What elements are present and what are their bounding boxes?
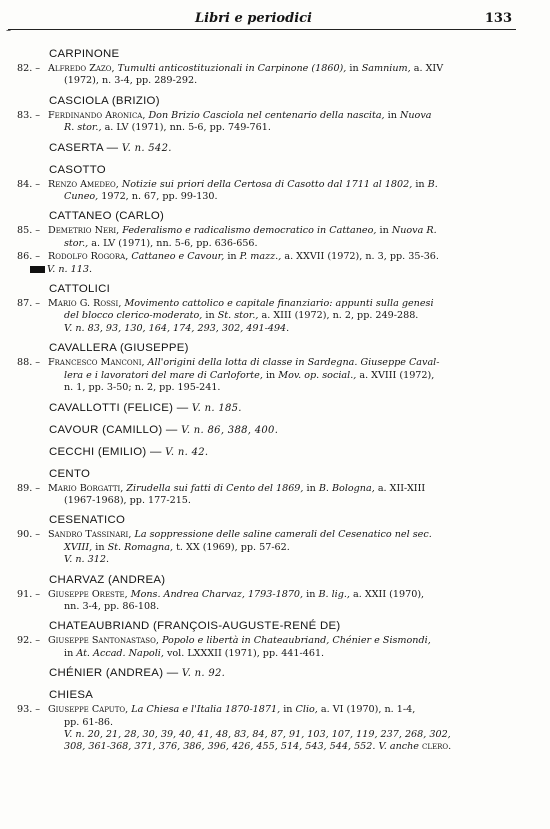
entry-93: 93. – Giuseppe Caputo, La Chiesa e l'Italia 1870-1871, in Clio, a. VI (1970), n. 1-4, pp. 61-86. V. n. 20, 21, 28, 30, 39, 40, 41, 48, 83, 84, 87, 91, 103, 107, 119, 237, 268, 302, 308, 361-368, 371, 376, 386, 396, 426, 455, 514, 543, 544, 552. V. anche clero.: [0, 704, 550, 754]
entry-author: Francesco Manconi,: [48, 357, 145, 369]
entry-author: Giuseppe Santonastaso,: [48, 635, 159, 647]
entry-journal: P. mazz.,: [239, 251, 282, 263]
entry-85: 85. – Demetrio Neri, Federalismo e radicalismo democratico in Cattaneo, in Nuova R. stor., a. LV (1971), nn. 5-6, pp. 636-656.: [17, 225, 437, 249]
entry-title: Tumulti anticostituzionali in Carpinone (1860),: [117, 63, 347, 74]
entry-number: 86. –: [17, 251, 41, 263]
entry-89: 89. – Mario Borgatti, Zirudella sui fatti di Cento del 1869, in B. Bologna, a. XII-XIII (1967-1968), pp. 177-215.: [0, 483, 550, 508]
entry-title: Mons. Andrea Charvaz, 1793-1870,: [130, 588, 304, 600]
entry-journal-cont: Cuneo,: [64, 191, 99, 203]
cross-reference: V. n. 185.: [191, 402, 242, 414]
entry-88: 88. – Francesco Manconi, All'origini della lotta di classe in Sardegna. Giuseppe Caval- lera e i lavoratori del mare di Carloforte, in Mov. op. social., a. XVIII (1972), n. 1, pp. 3-50; n. 2, pp. 195-241.: [0, 357, 550, 394]
heading-caserta: CASERTA — V. n. 542.: [49, 141, 172, 154]
entry-details: t. XX (1969), pp. 57-62.: [176, 541, 290, 553]
cross-reference: V. n. 92.: [181, 668, 226, 680]
entry-journal: St. Romagna,: [107, 541, 173, 553]
entry-author: Sandro Tassinari,: [48, 529, 132, 541]
cross-reference: V. n. 113.: [47, 263, 92, 275]
entry-journal: St. stor.,: [217, 310, 259, 322]
heading-carpinone: CARPINONE: [49, 48, 120, 60]
entry-title-cont: XVIII,: [64, 541, 93, 553]
entry-author: Alfredo Zazo,: [48, 63, 115, 74]
entry-title-cont: del blocco clerico-moderato,: [64, 310, 203, 322]
entry-87: 87. – Mario G. Rossi, Movimento cattolico e capitale finanziario: appunti sulla genesi del blocco clerico-moderato, in St. stor., a. XIII (1972), n. 2, pp. 249-288. V. n. 83, 93, 130, 164, 174, 293, 302, 491-494.: [0, 298, 550, 335]
entry-82: 82. – Alfredo Zazo, Tumulti anticostituzionali in Carpinone (1860), in Samnium, a. XIV (1972), n. 3-4, pp. 289-292.: [0, 63, 550, 88]
heading-casotto: CASOTTO: [49, 163, 106, 176]
cross-reference: V. n. 42.: [165, 446, 209, 458]
heading-cattolici: CATTOLICI: [49, 283, 111, 296]
entry-details: 1972, n. 67, pp. 99-130.: [101, 191, 218, 203]
entry-title: La Chiesa e l'Italia 1870-1871,: [131, 704, 281, 716]
entry-title: Popolo e libertà in Chateaubriand, Chénier e Sismondi,: [161, 635, 431, 647]
entry-journal: Mov. op. social.,: [278, 369, 357, 381]
entry-journal: B.: [427, 178, 438, 190]
heading-cattaneo: CATTANEO (CARLO): [49, 210, 165, 223]
entry-journal-cont: stor.,: [64, 237, 89, 249]
entry-author: Rodolfo Rogora,: [48, 251, 129, 263]
entry-91: 91. – Giuseppe Oreste, Mons. Andrea Charvaz, 1793-1870, in B. lig., a. XXII (1970), nn. 3-4, pp. 86-108.: [0, 589, 550, 614]
entry-number: 82. –: [17, 63, 41, 74]
entry-number: 90. –: [17, 529, 41, 541]
entry-92: 92. – Giuseppe Santonastaso, Popolo e libertà in Chateaubriand, Chénier e Sismondi, in At. Accad. Napoli, vol. LXXXII (1971), pp. 441-461.: [17, 635, 431, 659]
entry-83: 83. – Ferdinando Aronica, Don Brizio Casciola nel centenario della nascita, in Nuova R. stor., a. LV (1971), nn. 5-6, pp. 749-761.: [17, 109, 432, 134]
entry-number: 91. –: [17, 588, 41, 600]
heading-charvaz: CHARVAZ (ANDREA): [49, 573, 166, 586]
entry-journal: Clio,: [295, 704, 318, 716]
entry-journal: Samnium,: [361, 63, 411, 74]
entry-number: 88. –: [17, 357, 41, 369]
entry-author: Demetrio Neri,: [48, 225, 120, 237]
entry-title: Movimento cattolico e capitale finanziario: appunti sulla genesi: [124, 298, 434, 310]
page-number: 133: [484, 11, 512, 26]
entry-title: Zirudella sui fatti di Cento del 1869,: [126, 482, 304, 494]
entry-86: 86. – Rodolfo Rogora, Cattaneo e Cavour, in P. mazz., a. XXVII (1972), n. 3, pp. 35-36. V. n. 113.: [17, 251, 439, 275]
entry-journal: Nuova: [399, 109, 432, 121]
entry-84: 84. – Renzo Amedeo, Notizie sui priori della Certosa di Casotto dal 1711 al 1802, in B. Cuneo, 1972, n. 67, pp. 99-130.: [17, 178, 438, 203]
heading-cento: CENTO: [49, 467, 91, 480]
entry-author: Giuseppe Oreste,: [48, 588, 128, 600]
entry-number: 85. –: [17, 225, 41, 237]
entry-title: Federalismo e radicalismo democratico in Cattaneo,: [122, 225, 377, 237]
entry-title: La soppressione delle saline camerali del Cesenatico nel sec.: [134, 529, 432, 541]
cross-reference: V. n. 20, 21, 28, 30, 39, 40, 41, 48, 83, 84, 87, 91, 103, 107, 119, 237, 268, 302,: [64, 728, 451, 740]
entry-90: 90. – Sandro Tassinari, La soppressione delle saline camerali del Cesenatico nel sec. XVIII, in St. Romagna, t. XX (1969), pp. 57-62. V. n. 312.: [0, 529, 550, 566]
entry-number: 83. –: [17, 109, 41, 121]
entry-author: Mario G. Rossi,: [48, 298, 122, 310]
heading-cecchi: CECCHI (EMILIO) — V. n. 42.: [49, 445, 209, 458]
entry-journal: B. Bologna,: [318, 482, 375, 494]
entry-number: 84. –: [17, 178, 41, 190]
entry-details: vol. LXXXII (1971), pp. 441-461.: [166, 647, 325, 659]
entry-journal: At. Accad. Napoli,: [76, 647, 164, 659]
entry-details: a. XIII (1972), n. 2, pp. 249-288.: [261, 310, 419, 322]
entry-title-cont: lera e i lavoratori del mare di Carloforte,: [64, 369, 263, 381]
running-title: Libri e periodici: [195, 11, 312, 26]
ink-blot: [30, 266, 45, 273]
cross-reference: V. n. 83, 93, 130, 164, 174, 293, 302, 491-494.: [64, 322, 290, 334]
entry-number: 93. –: [17, 704, 41, 716]
heading-cavallera: CAVALLERA (GIUSEPPE): [49, 342, 189, 355]
heading-chiesa: CHIESA: [49, 689, 94, 702]
see-also-term: clero.: [422, 741, 452, 753]
entry-number: 87. –: [17, 298, 41, 310]
heading-cavour: CAVOUR (CAMILLO) — V. n. 86, 388, 400.: [49, 423, 279, 436]
bibliography-list: [0, 47, 550, 760]
entry-details: a. LV (1971), nn. 5-6, pp. 749-761.: [104, 122, 271, 134]
entry-title: Don Brizio Casciola nel centenario della nascita,: [148, 109, 385, 121]
heading-cavallotti: CAVALLOTTI (FELICE) — V. n. 185.: [49, 401, 242, 414]
entry-author: Ferdinando Aronica,: [48, 109, 146, 121]
entry-details: pp. 61-86.: [64, 716, 114, 728]
heading-casciola: CASCIOLA (BRIZIO): [49, 94, 160, 107]
entry-title: Notizie sui priori della Certosa di Casotto dal 1711 al 1802,: [121, 178, 413, 190]
entry-journal: B. lig.,: [318, 588, 350, 600]
page-header: [0, 4, 550, 36]
entry-details: n. 1, pp. 3-50; n. 2, pp. 195-241.: [64, 382, 221, 394]
cross-reference: V. n. 542.: [121, 142, 172, 154]
entry-details: nn. 3-4, pp. 86-108.: [64, 600, 160, 612]
heading-cesenatico: CESENATICO: [49, 514, 126, 527]
entry-journal-cont: R. stor.,: [64, 122, 102, 134]
cross-reference: V. n. 312.: [64, 554, 109, 566]
entry-number: 89. –: [17, 482, 41, 494]
header-dash: –: [6, 25, 11, 36]
entry-author: Giuseppe Caputo,: [48, 704, 129, 716]
cross-reference-cont: 308, 361-368, 371, 376, 386, 396, 426, 455, 514, 543, 544, 552.: [64, 741, 376, 753]
cross-reference: V. n. 86, 388, 400.: [181, 424, 279, 436]
entry-details: a. LV (1971), nn. 5-6, pp. 636-656.: [91, 237, 258, 249]
heading-chateaubriand: CHATEAUBRIAND (FRANÇOIS-AUGUSTE-RENÉ DE): [49, 620, 341, 633]
entry-author: Renzo Amedeo,: [48, 178, 119, 190]
heading-chenier: CHÉNIER (ANDREA) — V. n. 92.: [49, 667, 226, 680]
entry-journal: Nuova R.: [391, 225, 437, 237]
entry-details: (1967-1968), pp. 177-215.: [64, 494, 191, 506]
header-rule: [8, 29, 516, 30]
entry-author: Mario Borgatti,: [48, 482, 124, 494]
entry-title: All'origini della lotta di classe in Sardegna. Giuseppe Caval-: [147, 357, 440, 369]
entry-details: (1972), n. 3-4, pp. 289-292.: [64, 75, 198, 87]
entry-title: Cattaneo e Cavour,: [131, 251, 225, 263]
entry-number: 92. –: [17, 635, 41, 647]
